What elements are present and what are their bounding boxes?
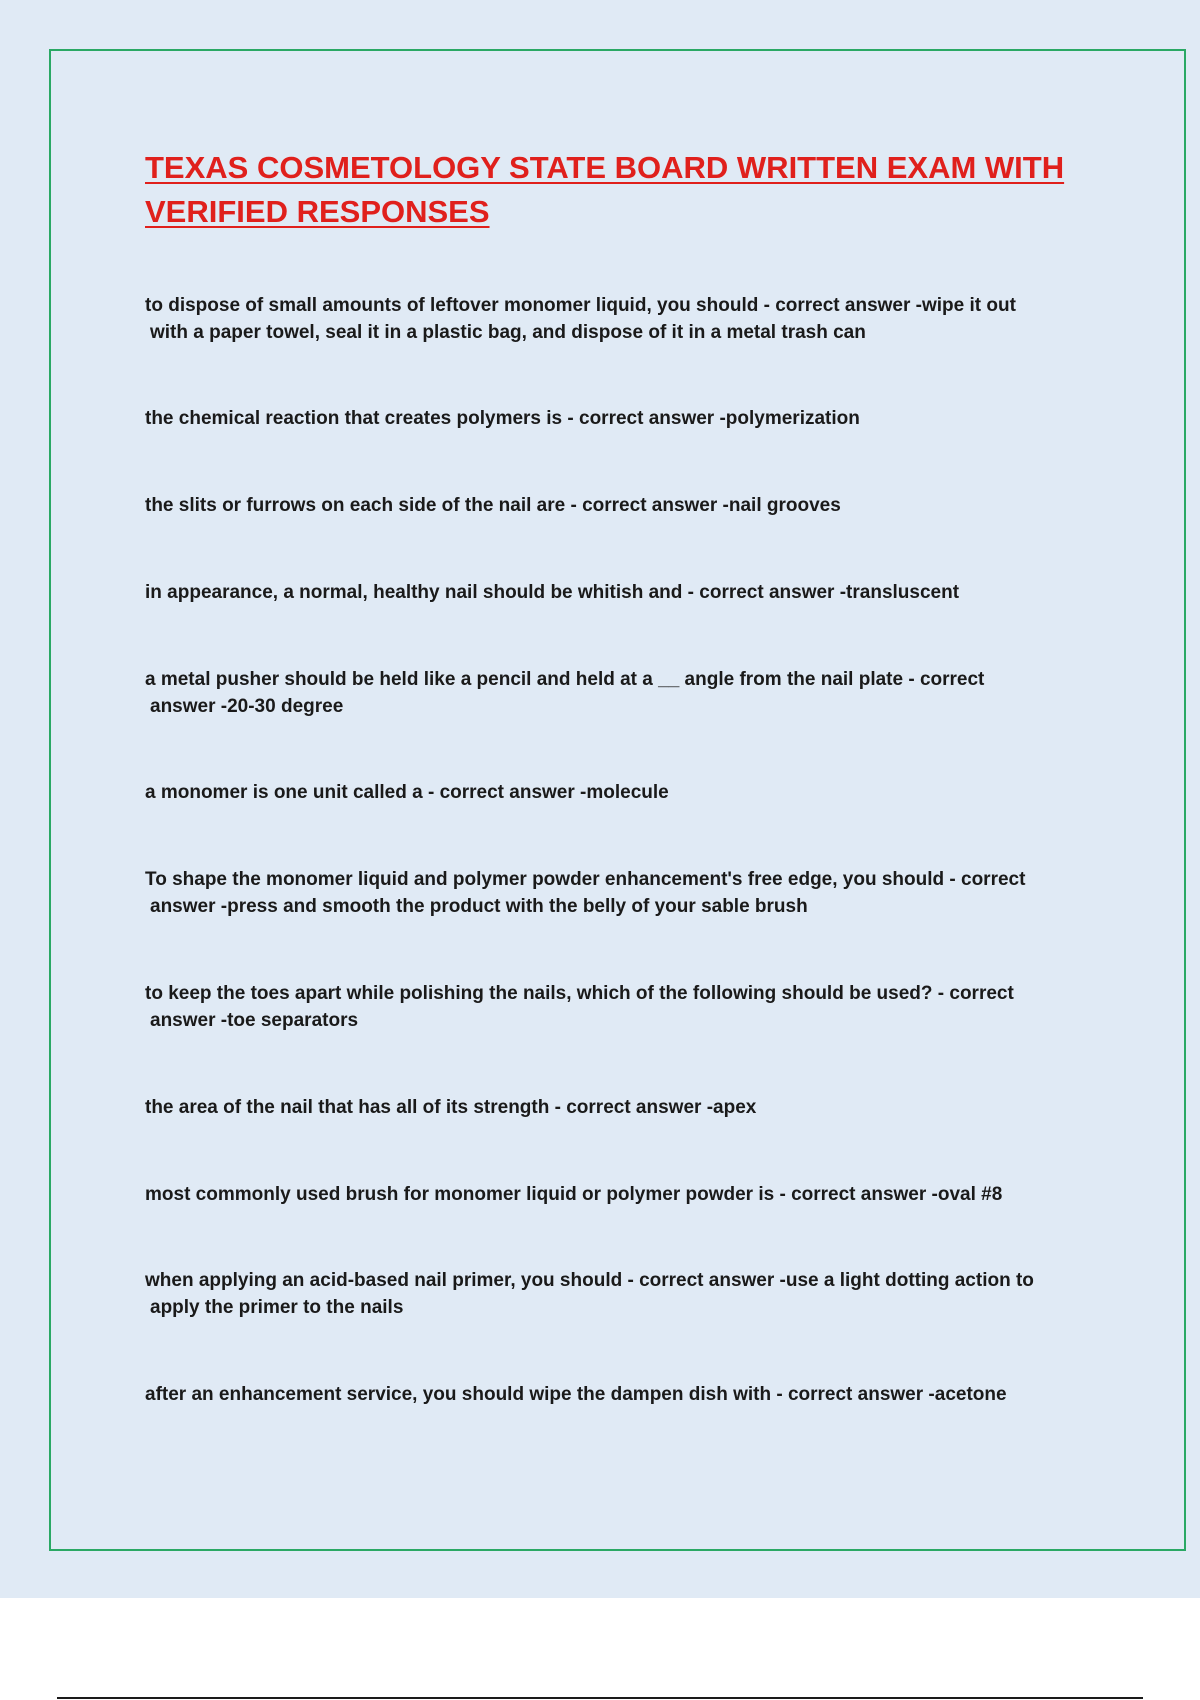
- answer-continuation-line: with a paper towel, seal it in a plastic bag, and dispose of it in a metal trash can: [150, 322, 866, 343]
- qa-item-7: [145, 866, 1095, 920]
- question-line: To shape the monomer liquid and polymer powder enhancement's free edge, you should - correct: [145, 869, 1026, 890]
- qa-item-4: [145, 579, 1095, 606]
- question-line: in appearance, a normal, healthy nail should be whitish and - correct answer -transluscent: [145, 582, 960, 603]
- answer-continuation-line: answer -20-30 degree: [150, 696, 344, 717]
- qa-item-12: [145, 1381, 1095, 1408]
- question-line: the slits or furrows on each side of the nail are - correct answer -nail grooves: [145, 495, 841, 516]
- qa-item-10: [145, 1181, 1095, 1208]
- question-line: most commonly used brush for monomer liquid or polymer powder is - correct answer -oval #8: [145, 1184, 1003, 1205]
- qa-item-8: [145, 980, 1095, 1034]
- question-line: a monomer is one unit called a - correct answer -molecule: [145, 782, 669, 803]
- answer-continuation-line: apply the primer to the nails: [150, 1297, 404, 1318]
- answer-continuation-line: answer -toe separators: [150, 1010, 359, 1031]
- question-line: to keep the toes apart while polishing the nails, which of the following should be used? - correct: [145, 983, 1014, 1004]
- bottom-divider: [57, 1697, 1143, 1699]
- question-line: the chemical reaction that creates polymers is - correct answer -polymerization: [145, 408, 860, 429]
- qa-item-1: [145, 292, 1095, 346]
- title-line-1: TEXAS COSMETOLOGY STATE BOARD WRITTEN EXAM WITH: [145, 150, 1065, 185]
- qa-item-3: [145, 492, 1095, 519]
- title-line-2: VERIFIED RESPONSES: [145, 194, 490, 229]
- qa-item-11: [145, 1267, 1095, 1321]
- qa-item-6: [145, 779, 1095, 806]
- qa-item-2: [145, 405, 1095, 432]
- document-title: [145, 146, 1105, 234]
- question-line: the area of the nail that has all of its strength - correct answer -apex: [145, 1097, 757, 1118]
- question-line: a metal pusher should be held like a pencil and held at a __ angle from the nail plate - correct: [145, 669, 985, 690]
- qa-item-5: [145, 666, 1095, 720]
- question-line: to dispose of small amounts of leftover monomer liquid, you should - correct answer -wipe it out: [145, 295, 1016, 316]
- qa-item-9: [145, 1094, 1095, 1121]
- question-line: when applying an acid-based nail primer, you should - correct answer -use a light dotting action to: [145, 1270, 1034, 1291]
- question-line: after an enhancement service, you should wipe the dampen dish with - correct answer -acetone: [145, 1384, 1007, 1405]
- answer-continuation-line: answer -press and smooth the product with the belly of your sable brush: [150, 896, 808, 917]
